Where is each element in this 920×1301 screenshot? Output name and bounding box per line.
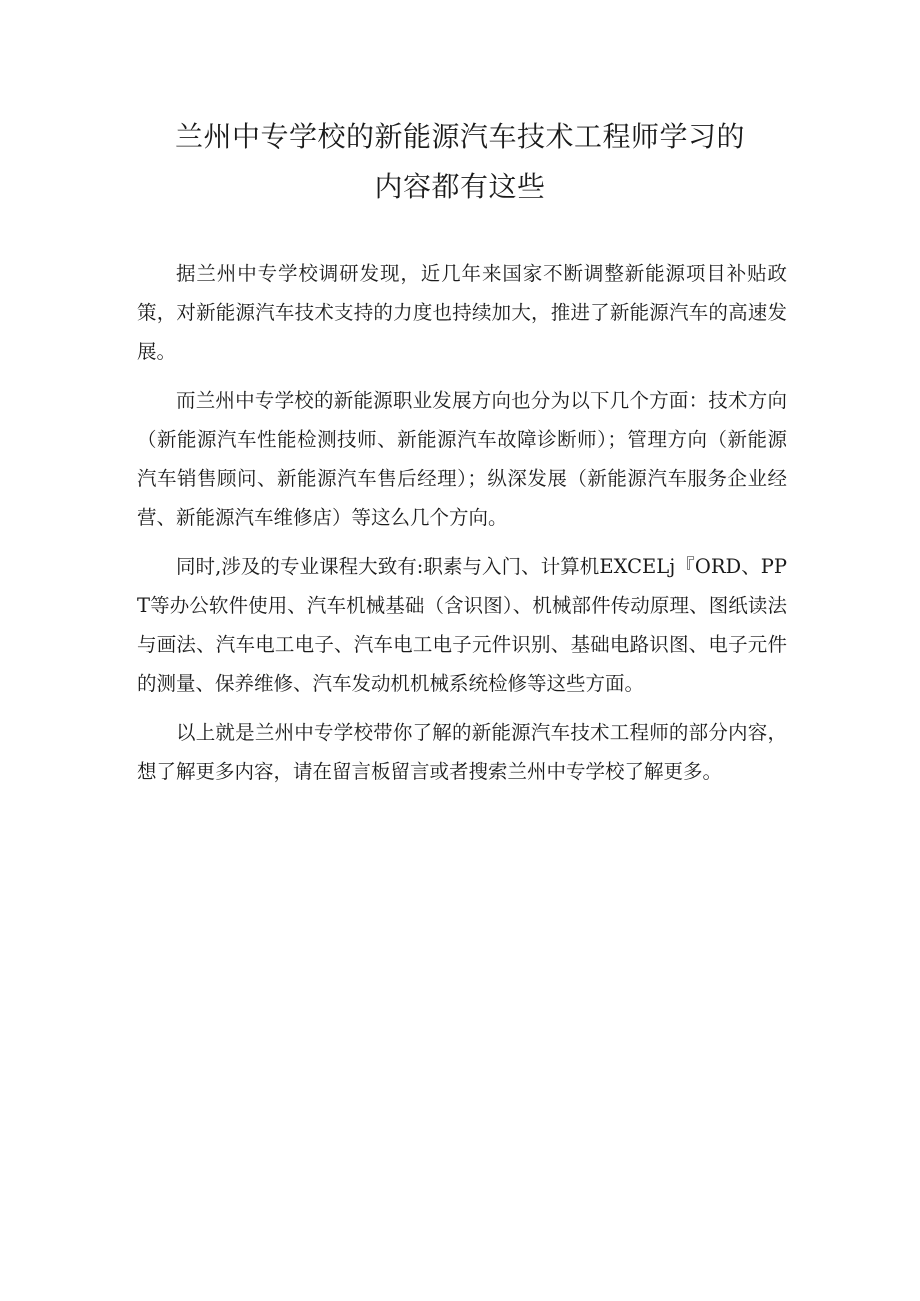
paragraph-career-directions: 而兰州中专学校的新能源职业发展方向也分为以下几个方面：技术方向（新能源汽车性能检测技师、新能源汽车故障诊断师）；管理方向（新能源汽车销售顾问、新能源汽车售后经理）；纵深发展（新能源汽车服务企业经营、新能源汽车维修店）等这么几个方向。 bbox=[137, 389, 787, 529]
document-body bbox=[137, 254, 787, 801]
document-title bbox=[120, 112, 800, 212]
paragraph-conclusion: 以上就是兰州中专学校带你了解的新能源汽车技术工程师的部分内容，想了解更多内容，请在留言板留言或者搜索兰州中专学校了解更多。 bbox=[137, 721, 787, 783]
title-line-1: 兰州中专学校的新能源汽车技术工程师学习的 bbox=[174, 120, 745, 153]
paragraph-courses: 同时,涉及的专业课程大致有:职素与入门、计算机EXCELj『ORD、PPT等办公软件使用、汽车机械基础（含识图）、机械部件传动原理、图纸读法与画法、汽车电工电子、汽车电工电子元件识别、基础电路识图、电子元件的测量、保养维修、汽车发动机机械系统检修等这些方面。 bbox=[137, 555, 787, 695]
paragraph-research-findings: 据兰州中专学校调研发现，近几年来国家不断调整新能源项目补贴政策，对新能源汽车技术支持的力度也持续加大，推进了新能源汽车的高速发展。 bbox=[137, 262, 787, 363]
title-line-2: 内容都有这些 bbox=[374, 170, 546, 203]
